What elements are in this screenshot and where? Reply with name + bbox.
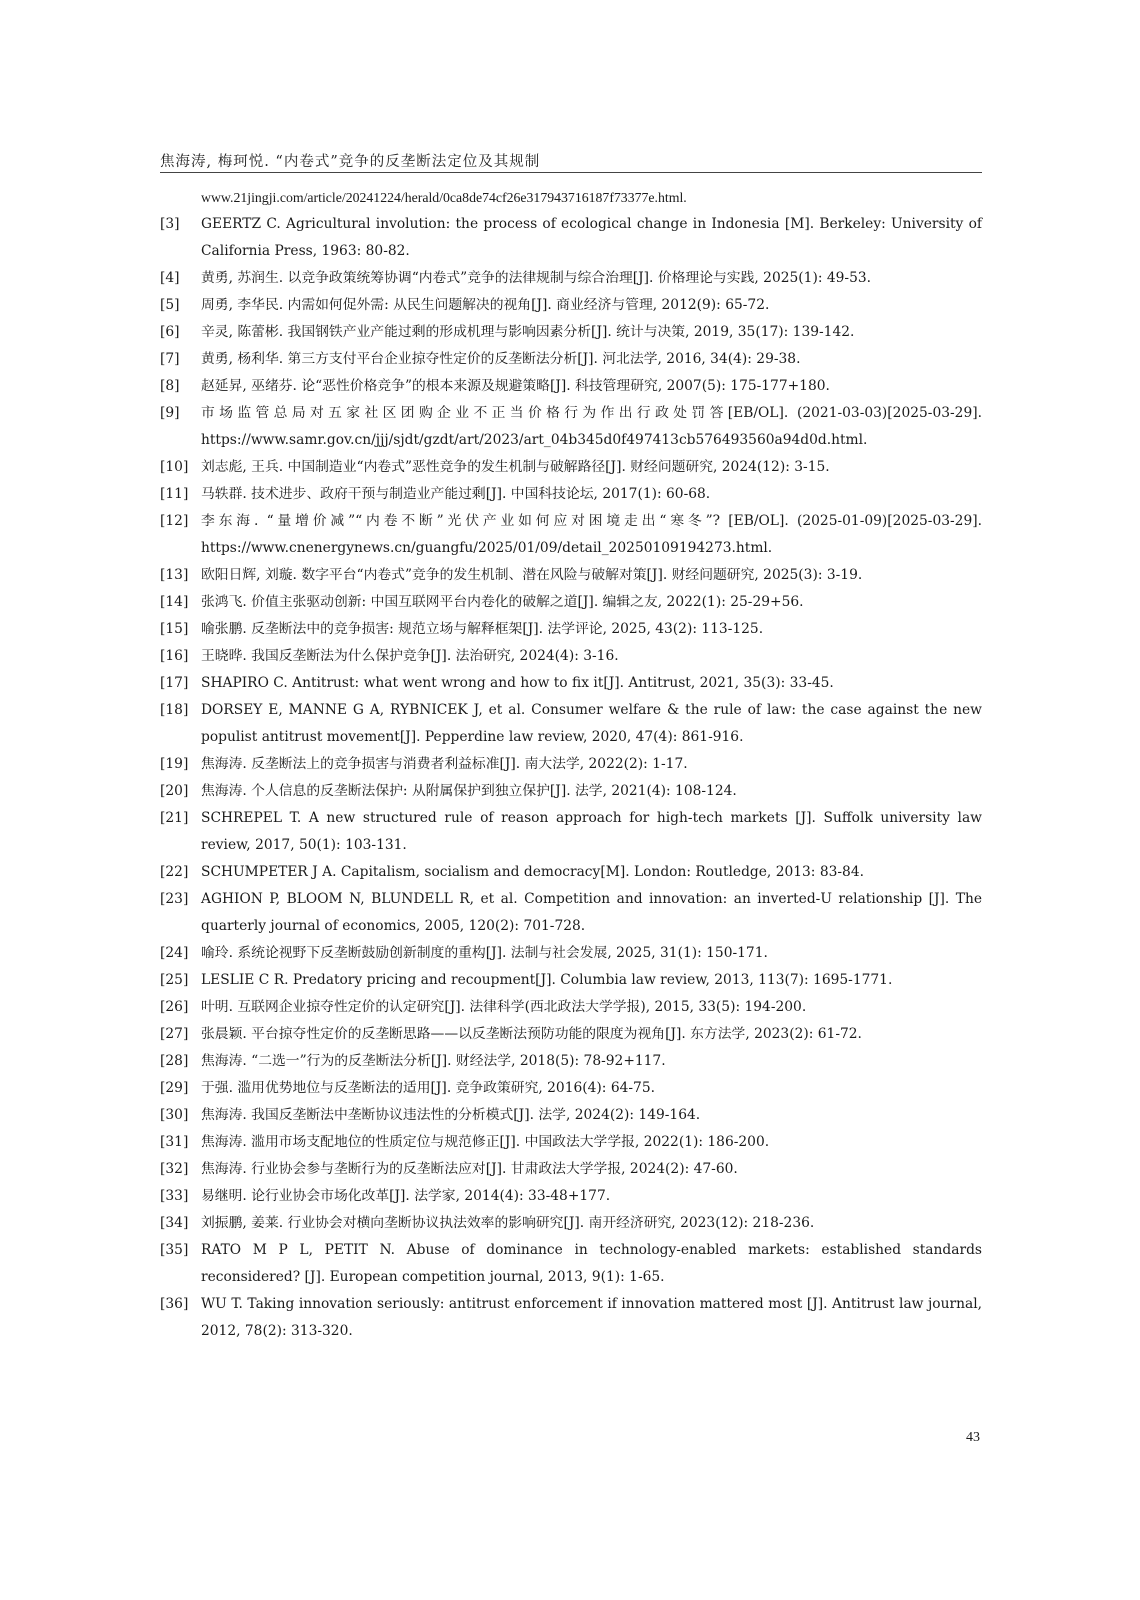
reference-item: [160, 481, 982, 508]
reference-number: [23]: [160, 891, 189, 907]
reference-number: [25]: [160, 972, 189, 988]
reference-list: [160, 184, 982, 1345]
reference-item: [160, 778, 982, 805]
reference-text: GEERTZ C. Agricultural involution: the process of ecological change in Indonesia [M]. Berkeley: University of California Press, 1963: 80-82.: [201, 216, 982, 259]
reference-item: [160, 616, 982, 643]
reference-item: [160, 1183, 982, 1210]
reference-number: [24]: [160, 945, 189, 961]
reference-text: 焦海涛. 行业协会参与垄断行为的反垄断法应对[J]. 甘肃政法大学学报, 2024(2): 47-60.: [201, 1161, 738, 1177]
reference-text: 黄勇, 杨利华. 第三方支付平台企业掠夺性定价的反垄断法分析[J]. 河北法学, 2016, 34(4): 29-38.: [201, 351, 801, 367]
reference-text: LESLIE C R. Predatory pricing and recoupment[J]. Columbia law review, 2013, 113(7): 1695-1771.: [201, 972, 893, 988]
reference-number: [13]: [160, 567, 189, 583]
reference-text: 焦海涛. 我国反垄断法中垄断协议违法性的分析模式[J]. 法学, 2024(2): 149-164.: [201, 1107, 701, 1123]
reference-number: [3]: [160, 216, 180, 232]
reference-entries: [160, 211, 982, 1345]
reference-text: 易继明. 论行业协会市场化改革[J]. 法学家, 2014(4): 33-48+177.: [201, 1188, 611, 1204]
reference-number: [5]: [160, 297, 180, 313]
reference-number: [17]: [160, 675, 189, 691]
reference-text: 焦海涛. 个人信息的反垄断法保护: 从附属保护到独立保护[J]. 法学, 2021(4): 108-124.: [201, 783, 737, 799]
reference-number: [7]: [160, 351, 180, 367]
reference-continuation: www.21jingji.com/article/20241224/herald/0ca8de74cf26e317943716187f73377e.html.: [201, 190, 687, 205]
reference-item: [160, 751, 982, 778]
reference-number: [18]: [160, 702, 189, 718]
reference-number: [11]: [160, 486, 189, 502]
reference-number: [35]: [160, 1242, 189, 1258]
reference-number: [15]: [160, 621, 189, 637]
reference-number: [26]: [160, 999, 189, 1015]
reference-item: [160, 211, 982, 265]
reference-text: 市场监管总局对五家社区团购企业不正当价格行为作出行政处罚答[EB/OL]. (2021-03-03)[2025-03-29]. https://www.samr.gov.cn/jjj/sjdt/gzdt/art/2023/art_04b345d0f497413cb576493560a94d0d.html.: [201, 405, 982, 448]
reference-text: 喻张鹏. 反垄断法中的竞争损害: 规范立场与解释框架[J]. 法学评论, 2025, 43(2): 113-125.: [201, 621, 764, 637]
reference-number: [21]: [160, 810, 189, 826]
reference-text: 欧阳日辉, 刘璇. 数字平台“内卷式”竞争的发生机制、潜在风险与破解对策[J]. 财经问题研究, 2025(3): 3-19.: [201, 567, 863, 583]
reference-item: [160, 454, 982, 481]
reference-text: 辛灵, 陈蕾彬. 我国钢铁产业产能过剩的形成机理与影响因素分析[J]. 统计与决策, 2019, 35(17): 139-142.: [201, 324, 855, 340]
reference-item: [160, 886, 982, 940]
reference-item: [160, 265, 982, 292]
reference-item: [160, 859, 982, 886]
reference-text: RATO M P L, PETIT N. Abuse of dominance in technology-enabled markets: established standards reconsidered? [J]. European competition journal, 2013, 9(1): 1-65.: [201, 1242, 982, 1285]
reference-text: 于强. 滥用优势地位与反垄断法的适用[J]. 竞争政策研究, 2016(4): 64-75.: [201, 1080, 655, 1096]
reference-number: [20]: [160, 783, 189, 799]
reference-number: [14]: [160, 594, 189, 610]
reference-number: [30]: [160, 1107, 189, 1123]
reference-text: 张鸿飞. 价值主张驱动创新: 中国互联网平台内卷化的破解之道[J]. 编辑之友, 2022(1): 25-29+56.: [201, 594, 804, 610]
reference-item: [160, 643, 982, 670]
reference-item: [160, 1237, 982, 1291]
reference-item: [160, 292, 982, 319]
reference-item: [160, 940, 982, 967]
reference-text: WU T. Taking innovation seriously: antitrust enforcement if innovation mattered most [J]. Antitrust law journal, 2012, 78(2): 313-320.: [201, 1296, 982, 1339]
reference-number: [27]: [160, 1026, 189, 1042]
reference-item: [160, 508, 982, 562]
reference-text: 王晓晔. 我国反垄断法为什么保护竞争[J]. 法治研究, 2024(4): 3-16.: [201, 648, 619, 664]
reference-text: 叶明. 互联网企业掠夺性定价的认定研究[J]. 法律科学(西北政法大学学报), 2015, 33(5): 194-200.: [201, 999, 807, 1015]
reference-text: DORSEY E, MANNE G A, RYBNICEK J, et al. Consumer welfare & the rule of law: the case against the new populist antitrust movement[J]. Pepperdine law review, 2020, 47(4): 861-916.: [201, 702, 982, 745]
reference-item: [160, 697, 982, 751]
reference-text: 赵延昇, 巫绪芬. 论“恶性价格竞争”的根本来源及规避策略[J]. 科技管理研究, 2007(5): 175-177+180.: [201, 378, 830, 394]
reference-number: [19]: [160, 756, 189, 772]
reference-text: 焦海涛. 反垄断法上的竞争损害与消费者利益标准[J]. 南大法学, 2022(2): 1-17.: [201, 756, 688, 772]
reference-number: [16]: [160, 648, 189, 664]
page-number: 43: [966, 1430, 980, 1445]
reference-item: [160, 1210, 982, 1237]
reference-text: SHAPIRO C. Antitrust: what went wrong and how to fix it[J]. Antitrust, 2021, 35(3): 33-45.: [201, 675, 834, 691]
reference-number: [34]: [160, 1215, 189, 1231]
reference-text: AGHION P, BLOOM N, BLUNDELL R, et al. Competition and innovation: an inverted-U relationship [J]. The quarterly journal of economics, 2005, 120(2): 701-728.: [201, 891, 982, 934]
reference-number: [32]: [160, 1161, 189, 1177]
reference-item: [160, 1102, 982, 1129]
reference-number: [36]: [160, 1296, 189, 1312]
reference-text: 焦海涛. “二选一”行为的反垄断法分析[J]. 财经法学, 2018(5): 78-92+117.: [201, 1053, 666, 1069]
reference-number: [9]: [160, 405, 180, 421]
reference-text: 黄勇, 苏润生. 以竞争政策统筹协调“内卷式”竞争的法律规制与综合治理[J]. 价格理论与实践, 2025(1): 49-53.: [201, 270, 872, 286]
reference-number: [10]: [160, 459, 189, 475]
reference-item: [160, 1075, 982, 1102]
reference-text: 刘志彪, 王兵. 中国制造业“内卷式”恶性竞争的发生机制与破解路径[J]. 财经问题研究, 2024(12): 3-15.: [201, 459, 830, 475]
reference-number: [12]: [160, 513, 189, 529]
reference-item: [160, 1156, 982, 1183]
reference-text: 喻玲. 系统论视野下反垄断鼓励创新制度的重构[J]. 法制与社会发展, 2025, 31(1): 150-171.: [201, 945, 768, 961]
reference-text: 马轶群. 技术进步、政府干预与制造业产能过剩[J]. 中国科技论坛, 2017(1): 60-68.: [201, 486, 711, 502]
reference-item: [160, 400, 982, 454]
reference-item: [160, 1291, 982, 1345]
reference-item: [160, 994, 982, 1021]
running-header: 焦海涛, 梅珂悦. “内卷式”竞争的反垄断法定位及其规制: [160, 154, 541, 170]
reference-number: [28]: [160, 1053, 189, 1069]
reference-item: [160, 373, 982, 400]
reference-number: [22]: [160, 864, 189, 880]
reference-item: [160, 1129, 982, 1156]
reference-number: [33]: [160, 1188, 189, 1204]
header-divider: [160, 172, 982, 173]
reference-text: SCHUMPETER J A. Capitalism, socialism and democracy[M]. London: Routledge, 2013: 83-84.: [201, 864, 864, 880]
reference-text: 刘振鹏, 姜莱. 行业协会对横向垄断协议执法效率的影响研究[J]. 南开经济研究, 2023(12): 218-236.: [201, 1215, 815, 1231]
reference-item: [160, 589, 982, 616]
reference-text: 焦海涛. 滥用市场支配地位的性质定位与规范修正[J]. 中国政法大学学报, 2022(1): 186-200.: [201, 1134, 770, 1150]
reference-text: SCHREPEL T. A new structured rule of reason approach for high-tech markets [J]. Suffolk university law review, 2017, 50(1): 103-131.: [201, 810, 982, 853]
reference-number: [4]: [160, 270, 180, 286]
reference-item: [160, 562, 982, 589]
reference-item: [160, 967, 982, 994]
reference-text: 李东海. “量增价减”“内卷不断”光伏产业如何应对困境走出“寒冬”? [EB/OL]. (2025-01-09)[2025-03-29]. https://www.cnenergynews.cn/guangfu/2025/01/09/detail_20250109194273.html.: [201, 513, 982, 556]
reference-text: 张晨颖. 平台掠夺性定价的反垄断思路——以反垄断法预防功能的限度为视角[J]. 东方法学, 2023(2): 61-72.: [201, 1026, 862, 1042]
reference-item: [160, 1048, 982, 1075]
reference-number: [29]: [160, 1080, 189, 1096]
reference-item: [160, 670, 982, 697]
reference-number: [31]: [160, 1134, 189, 1150]
reference-number: [8]: [160, 378, 180, 394]
reference-item: [160, 1021, 982, 1048]
reference-item: [160, 805, 982, 859]
reference-item: [160, 346, 982, 373]
reference-item: [160, 319, 982, 346]
reference-text: 周勇, 李华民. 内需如何促外需: 从民生问题解决的视角[J]. 商业经济与管理, 2012(9): 65-72.: [201, 297, 770, 313]
reference-number: [6]: [160, 324, 180, 340]
